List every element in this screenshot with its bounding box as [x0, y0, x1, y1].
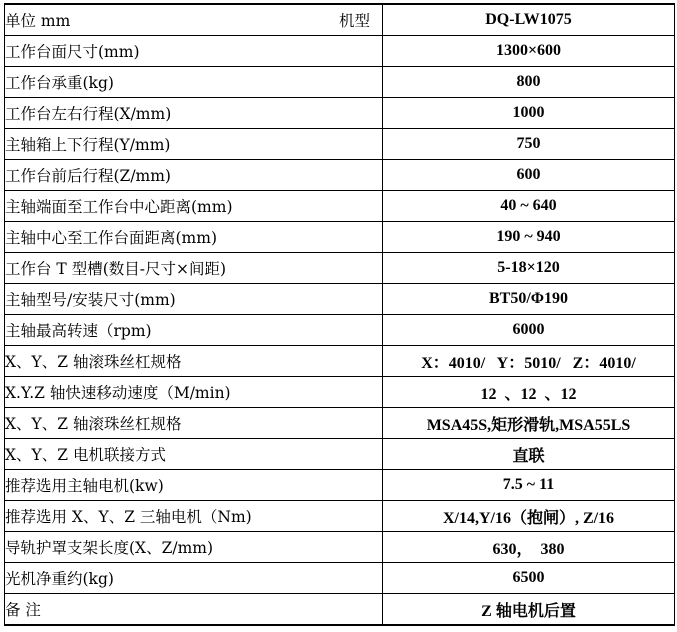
spec-value: BT50/Φ190 [383, 284, 675, 315]
spec-label: 主轴型号/安装尺寸(mm) [5, 284, 383, 315]
spec-row [5, 594, 675, 626]
spec-row [5, 98, 675, 129]
spec-label: X、Y、Z 电机联接方式 [5, 439, 383, 470]
spec-row [5, 160, 675, 191]
spec-row [5, 439, 675, 470]
spec-label: 工作台前后行程(Z/mm) [5, 160, 383, 191]
spec-label: 推荐选用主轴电机(kw) [5, 470, 383, 501]
spec-row [5, 129, 675, 160]
spec-table [4, 3, 675, 626]
spec-value: 直联 [383, 439, 675, 470]
spec-value: MSA45S,矩形滑轨,MSA55LS [383, 408, 675, 439]
spec-row [5, 501, 675, 532]
spec-label: 主轴最高转速（rpm) [5, 315, 383, 346]
unit-label: 单位 mm [5, 12, 71, 30]
spec-value: 7.5 ~ 11 [383, 470, 675, 501]
model-label: 机型 [338, 12, 370, 30]
spec-table-body [5, 4, 675, 625]
spec-label: 推荐选用 X、Y、Z 三轴电机（Nm) [5, 501, 383, 532]
spec-label: X、Y、Z 轴滚珠丝杠规格 [5, 408, 383, 439]
spec-value: 1000 [383, 98, 675, 129]
spec-row [5, 408, 675, 439]
spec-row [5, 377, 675, 408]
header-row [5, 4, 675, 36]
spec-value: 600 [383, 160, 675, 191]
spec-label: 主轴箱上下行程(Y/mm) [5, 129, 383, 160]
spec-value: Z 轴电机后置 [383, 594, 675, 626]
header-label-cell [5, 4, 383, 36]
spec-value: 190 ~ 940 [383, 222, 675, 253]
spec-value: 750 [383, 129, 675, 160]
spec-row [5, 563, 675, 594]
spec-label: 光机净重约(kg) [5, 563, 383, 594]
spec-label: 工作台面尺寸(mm) [5, 36, 383, 67]
spec-label: 工作台 T 型槽(数目-尺寸×间距) [5, 253, 383, 284]
spec-value: 6000 [383, 315, 675, 346]
spec-value: 5-18×120 [383, 253, 675, 284]
header-label-wrap [5, 9, 382, 31]
spec-value: 6500 [383, 563, 675, 594]
spec-row [5, 532, 675, 563]
spec-value: X/14,Y/16（抱闸）, Z/16 [383, 501, 675, 532]
spec-label: 工作台左右行程(X/mm) [5, 98, 383, 129]
spec-row [5, 284, 675, 315]
spec-row [5, 253, 675, 284]
spec-value: 630， 380 [383, 532, 675, 563]
spec-value: 12 、12 、12 [383, 377, 675, 408]
spec-row [5, 470, 675, 501]
spec-row [5, 191, 675, 222]
spec-label: X、Y、Z 轴滚珠丝杠规格 [5, 346, 383, 377]
spec-value: X：4010/ Y：5010/ Z：4010/ [383, 346, 675, 377]
spec-row [5, 346, 675, 377]
spec-row [5, 67, 675, 98]
spec-label: X.Y.Z 轴快速移动速度（M/min) [5, 377, 383, 408]
spec-label: 工作台承重(kg) [5, 67, 383, 98]
spec-label: 导轨护罩支架长度(X、Z/mm) [5, 532, 383, 563]
spec-row [5, 222, 675, 253]
spec-value: 800 [383, 67, 675, 98]
model-value: DQ-LW1075 [383, 4, 675, 36]
spec-row [5, 315, 675, 346]
spec-row [5, 36, 675, 67]
spec-label: 主轴中心至工作台面距离(mm) [5, 222, 383, 253]
spec-label: 主轴端面至工作台中心距离(mm) [5, 191, 383, 222]
spec-value: 40 ~ 640 [383, 191, 675, 222]
spec-value: 1300×600 [383, 36, 675, 67]
spec-label: 备 注 [5, 594, 383, 626]
